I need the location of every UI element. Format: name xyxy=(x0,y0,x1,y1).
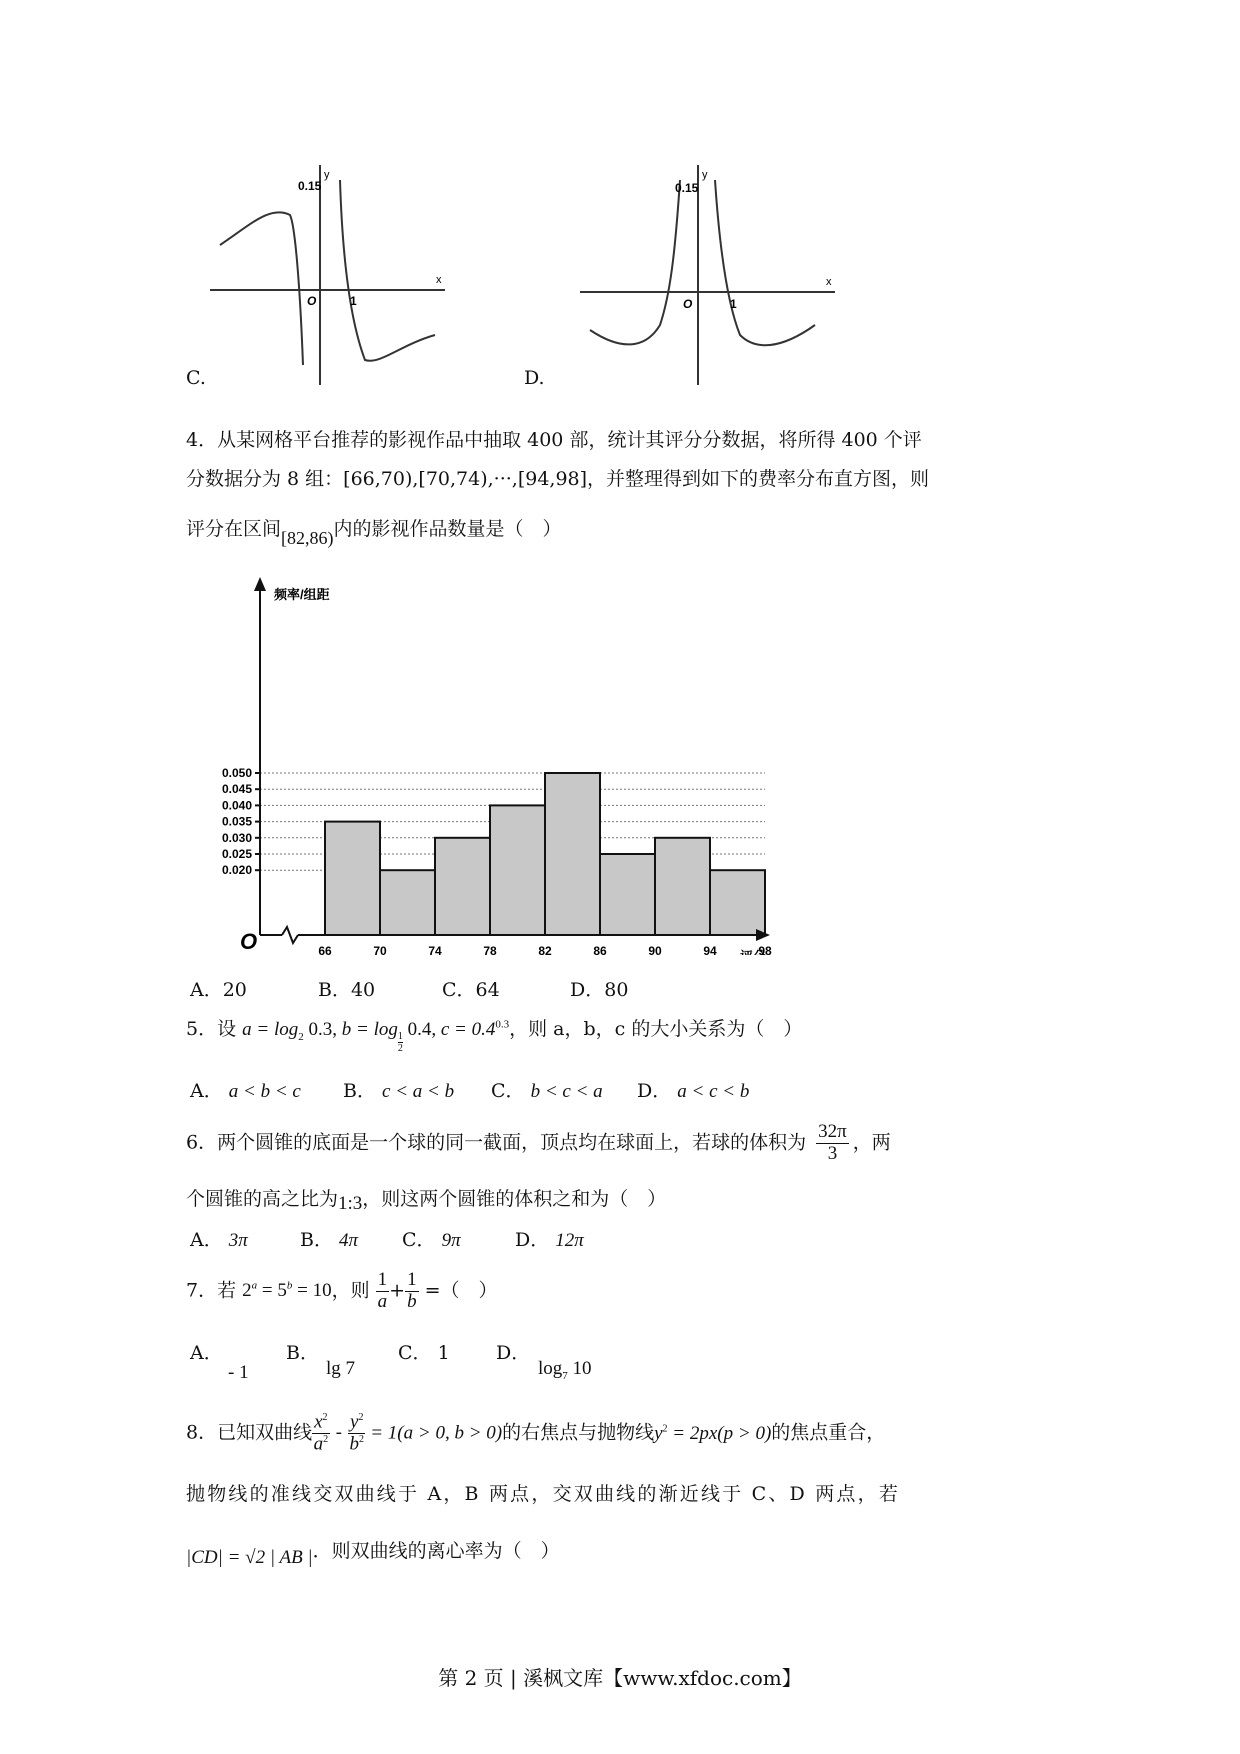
q4-option-a[interactable]: A．20 xyxy=(190,979,247,1001)
q6-option-c[interactable]: C． 9π xyxy=(402,1229,461,1251)
q4-option-b[interactable]: B．40 xyxy=(318,979,376,1001)
axis-break xyxy=(282,927,298,943)
q5-option-c[interactable]: C． b < c < a xyxy=(491,1080,603,1102)
x-axis-label xyxy=(740,949,766,955)
q6-options xyxy=(190,1225,584,1252)
q5-options xyxy=(190,1076,749,1103)
graph-d xyxy=(570,165,840,395)
q4-option-d[interactable]: D．80 xyxy=(570,979,629,1001)
graph-c xyxy=(200,165,450,395)
q7-option-b[interactable]: B． xyxy=(286,1342,319,1364)
q8-line2: 抛物线的准线交双曲线于 A，B 两点，交双曲线的渐近线于 C、D 两点，若 xyxy=(186,1483,901,1505)
histogram xyxy=(200,575,860,955)
histogram-bar xyxy=(600,854,655,935)
q7-option-d[interactable]: D． xyxy=(496,1342,531,1364)
svg-text:y: y xyxy=(324,169,330,181)
q7-options: A． - 1 B． lg 7 C． 1 D． $\log_7 10$ xyxy=(190,1338,710,1388)
y-tick-label: 0.025 xyxy=(221,847,252,861)
histogram-bar xyxy=(325,822,380,935)
y-tick-label: 0.030 xyxy=(221,830,252,845)
svg-text:x: x xyxy=(436,274,442,286)
x-tick-label: 86 xyxy=(593,944,607,955)
q8-line3: |CD| = √2 | AB |．则双曲线的离心率为（ ） xyxy=(186,1540,560,1568)
histogram-bar xyxy=(655,838,710,935)
y-axis-arrow xyxy=(254,577,266,591)
q6-line1: 6．两个圆锥的底面是一个球的同一截面，顶点均在球面上，若球的体积为 $\frac{32\pi}{3}$ ，两 xyxy=(186,1121,891,1164)
q7-option-a[interactable]: A． xyxy=(190,1342,223,1364)
q8-line1: 8．已知双曲线 $\frac{x^2}{a^2}$ - $\frac{y^2}{b^2}$ = 1(a > 0, b > 0)的右焦点与抛物线$y^2 = 2px(p > 0)$的焦点重合， xyxy=(186,1411,886,1455)
q4-line3: 评分在区间[82,86)内的影视作品数量是（ ） xyxy=(186,518,562,548)
q6-option-b[interactable]: B． 4π xyxy=(300,1229,359,1251)
svg-text:O: O xyxy=(683,297,693,311)
y-axis-label: 频率/组距 xyxy=(274,587,330,602)
histogram-bar xyxy=(545,773,600,935)
graph-d-label: D. xyxy=(524,367,545,389)
q5-option-d[interactable]: D． a < c < b xyxy=(637,1080,750,1102)
q6-line2: 个圆锥的高之比为1:3，则这两个圆锥的体积之和为（ ） xyxy=(186,1188,667,1214)
x-tick-label: 66 xyxy=(318,944,332,955)
q6-option-d[interactable]: D． 12π xyxy=(515,1229,584,1251)
q5-stem: 5．设 $a = \log_2 0.3$, b = log $\frac{1}{2}$ 0.4, $c = 0.4^{0.3}$，则 a，b，c 的大小关系为（ ） xyxy=(186,1018,803,1054)
svg-text:y: y xyxy=(702,169,708,181)
x-tick-label: 78 xyxy=(483,944,497,955)
y-tick-label: 0.045 xyxy=(221,782,252,797)
y-tick-label: 0.035 xyxy=(221,814,252,829)
q5-option-a[interactable]: A． a < b < c xyxy=(190,1080,301,1102)
x-tick-label: 82 xyxy=(538,944,552,955)
graph-c-label: C. xyxy=(186,367,206,389)
x-tick-label: 70 xyxy=(373,944,387,955)
q7-option-c[interactable]: C． 1 xyxy=(398,1342,450,1364)
histogram-bar xyxy=(490,805,545,935)
q4-line2: 分数据分为 8 组：[66,70),[70,74),···,[94,98]，并整理得到如下的费率分布直方图，则 xyxy=(186,468,930,490)
q4-options xyxy=(190,975,628,1002)
y-tick-label: 0.020 xyxy=(221,863,252,878)
origin-label: O xyxy=(240,929,258,954)
x-tick-label: 74 xyxy=(428,944,442,955)
q6-option-a[interactable]: A． 3π xyxy=(190,1229,248,1251)
x-tick-label: 94 xyxy=(703,944,717,955)
y-tick-label: 0.040 xyxy=(221,798,252,813)
y-tick-label: 0.050 xyxy=(221,766,252,780)
svg-text:1: 1 xyxy=(350,294,357,308)
q7-stem: 7．若 $2^a = 5^b = 10$，则 $\frac{1}{a}$ + $\frac{1}{b}$ =（ ） xyxy=(186,1269,498,1312)
svg-text:x: x xyxy=(826,276,832,288)
svg-text:O: O xyxy=(307,294,317,308)
x-tick-label: 90 xyxy=(648,944,662,955)
q4-line1: 4．从某网格平台推荐的影视作品中抽取 400 部，统计其评分分数据，将所得 400 个评 xyxy=(186,429,922,451)
graph-d-ytick: 0.15 xyxy=(675,181,699,195)
histogram-bar xyxy=(435,838,490,935)
graph-c-ytick: 0.15 xyxy=(298,179,322,193)
histogram-bar xyxy=(710,870,765,935)
q4-option-c[interactable]: C．64 xyxy=(442,979,500,1001)
footer: 第 2 页 | 溪枫文库【www.xfdoc.com】 xyxy=(438,1666,802,1690)
q5-option-b[interactable]: B． c < a < b xyxy=(343,1080,455,1102)
histogram-bar xyxy=(380,870,435,935)
svg-text:1: 1 xyxy=(730,297,737,311)
x-tick-label: 98 xyxy=(758,944,772,955)
